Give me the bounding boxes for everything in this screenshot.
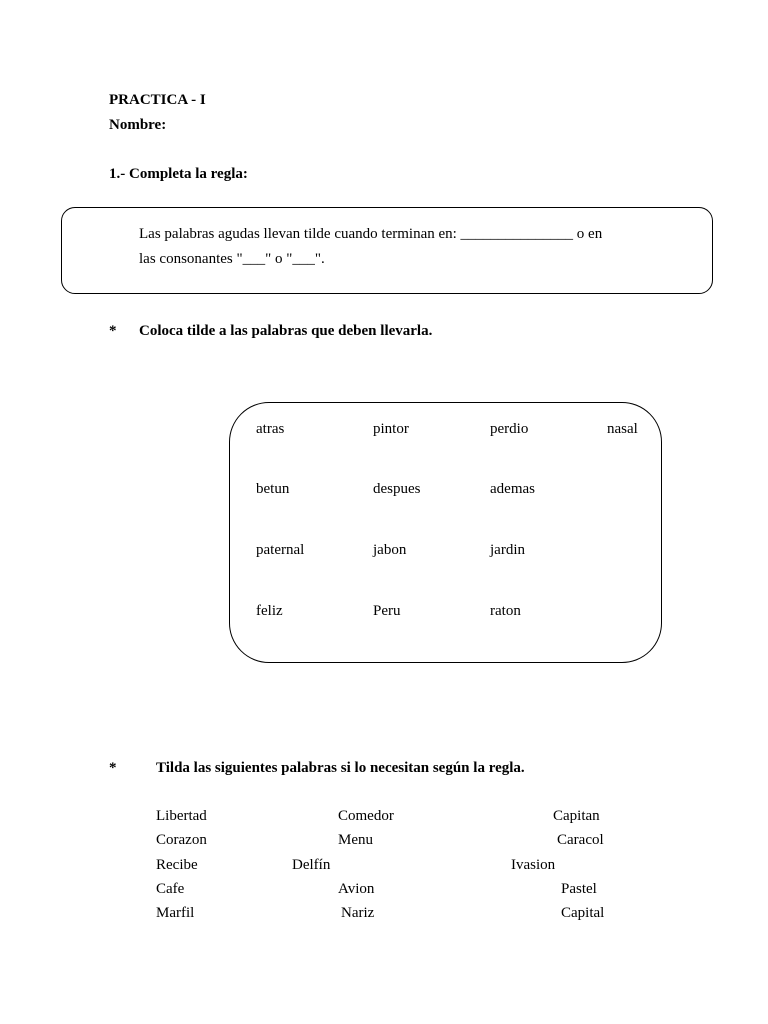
- word-item: jabon: [373, 542, 407, 558]
- page-title: PRACTICA - I: [109, 92, 206, 108]
- word-item: paternal: [256, 542, 305, 558]
- bullet-1: *: [109, 323, 117, 339]
- word-item: ademas: [490, 481, 535, 497]
- list-word: Corazon: [156, 832, 207, 848]
- list-word: Nariz: [341, 905, 375, 921]
- word-item: atras: [256, 421, 285, 437]
- word-item: nasal: [607, 421, 638, 437]
- word-item: raton: [490, 603, 521, 619]
- list-word: Recibe: [156, 857, 198, 873]
- word-item: feliz: [256, 603, 283, 619]
- words-box: [229, 402, 662, 663]
- list-word: Ivasion: [511, 857, 556, 873]
- word-item: despues: [373, 481, 421, 497]
- instruction-2: Tilda las siguientes palabras si lo necesitan según la regla.: [156, 760, 525, 776]
- word-item: jardin: [490, 542, 525, 558]
- rule-text-line-1: Las palabras agudas llevan tilde cuando terminan en: _______________ o en: [139, 226, 603, 242]
- word-item: pintor: [373, 421, 409, 437]
- bullet-2: *: [109, 760, 117, 776]
- question-1-title: 1.- Completa la regla:: [109, 166, 248, 182]
- list-word: Cafe: [156, 881, 185, 897]
- list-word: Menu: [338, 832, 373, 848]
- instruction-1: Coloca tilde a las palabras que deben llevarla.: [139, 323, 433, 339]
- list-word: Avion: [338, 881, 375, 897]
- list-word: Comedor: [338, 808, 394, 824]
- list-word: Pastel: [561, 881, 597, 897]
- rule-text-line-2: las consonantes "___" o "___".: [139, 251, 325, 267]
- list-word: Capital: [561, 905, 605, 921]
- list-word: Marfil: [156, 905, 195, 921]
- word-item: Peru: [373, 603, 401, 619]
- list-word: Capitan: [553, 808, 600, 824]
- list-word: Libertad: [156, 808, 207, 824]
- word-item: betun: [256, 481, 290, 497]
- list-word: Caracol: [557, 832, 604, 848]
- name-label: Nombre:: [109, 117, 167, 133]
- word-item: perdio: [490, 421, 529, 437]
- list-word: Delfín: [292, 857, 331, 873]
